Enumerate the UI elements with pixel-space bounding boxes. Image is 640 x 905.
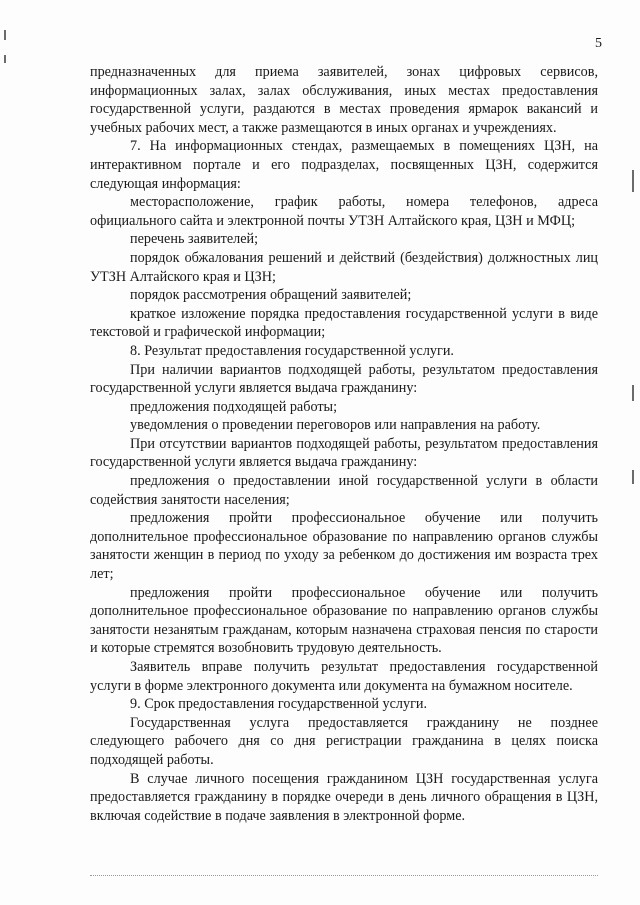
section-heading-9: 9. Срок предоставления государственной услуги. [130,696,428,713]
bottom-scan-line [90,875,598,877]
paragraph: месторасположение, график работы, номера телефонов, адреса официального сайта и электронной почты УТЗН Алтайского края, ЦЗН и МФЦ; [90,194,598,229]
paragraph: При отсутствии вариантов подходящей работы, результатом предоставления государственной услуги является выдача гражданину: [90,435,598,471]
paragraph: порядок обжалования решений и действий (бездействия) должностных лиц УТЗН Алтайского края и ЦЗН; [90,249,598,285]
section-heading-8: 8. Результат предоставления государственной услуги. [130,342,454,359]
paragraph: предложения пройти профессиональное обучение или получить дополнительное профессиональное образование по направлению органов службы занятости женщин в период по уходу за ребенком до достижения им возраста трех лет; [90,510,598,583]
paragraph: предложения пройти профессиональное обучение или получить дополнительное профессиональное образование по направлению органов службы занятости незанятым гражданам, которым назначена страховая пенсия по старости и которые стремятся возобновить трудовую деятельность. [90,584,598,657]
right-margin-mark [632,470,634,484]
paragraph: уведомления о проведении переговоров или направления на работу. [130,417,541,434]
paragraph: При наличии вариантов подходящей работы, результатом предоставления государственной услуги является выдача гражданину: [90,361,598,397]
left-margin-mark [4,30,6,40]
left-margin-mark [4,55,6,63]
right-margin-mark [632,385,634,401]
right-margin-mark [632,170,634,192]
paragraph: порядок рассмотрения обращений заявителей; [130,287,412,304]
paragraph: перечень заявителей; [130,231,259,248]
paragraph: предназначенных для приема заявителей, зонах цифровых сервисов, информационных залах, залах обслуживания, иных местах предоставления государственной услуги, раздаются в местах проведения ярмарок вакансий и учебных рабочих мест, а также размещаются в иных органах и учреждениях. [90,64,598,136]
paragraph: В случае личного посещения гражданином ЦЗН государственная услуга предоставляется гражданину в порядке очереди в день личного обращения в ЦЗН, включая содействие в подаче заявления в электронной форме. [90,770,598,824]
page-number: 5 [595,36,602,51]
paragraph: 7. На информационных стендах, размещаемых в помещениях ЦЗН, на интерактивном портале и его подразделах, посвященных ЦЗН, содержится следующая информация: [90,138,598,192]
document-body [90,63,598,825]
paragraph: краткое изложение порядка предоставления государственной услуги в виде текстовой и графической информации; [90,305,598,341]
paragraph: Заявитель вправе получить результат предоставления государственной услуги в форме электронного документа или документа на бумажном носителе. [90,659,598,694]
paragraph: предложения подходящей работы; [130,398,338,415]
paragraph: предложения о предоставлении иной государственной услуги в области содействия занятости населения; [90,473,598,508]
paragraph: Государственная услуга предоставляется гражданину не позднее следующего рабочего дня со дня регистрации гражданина в целях поиска подходящей работы. [90,714,598,768]
